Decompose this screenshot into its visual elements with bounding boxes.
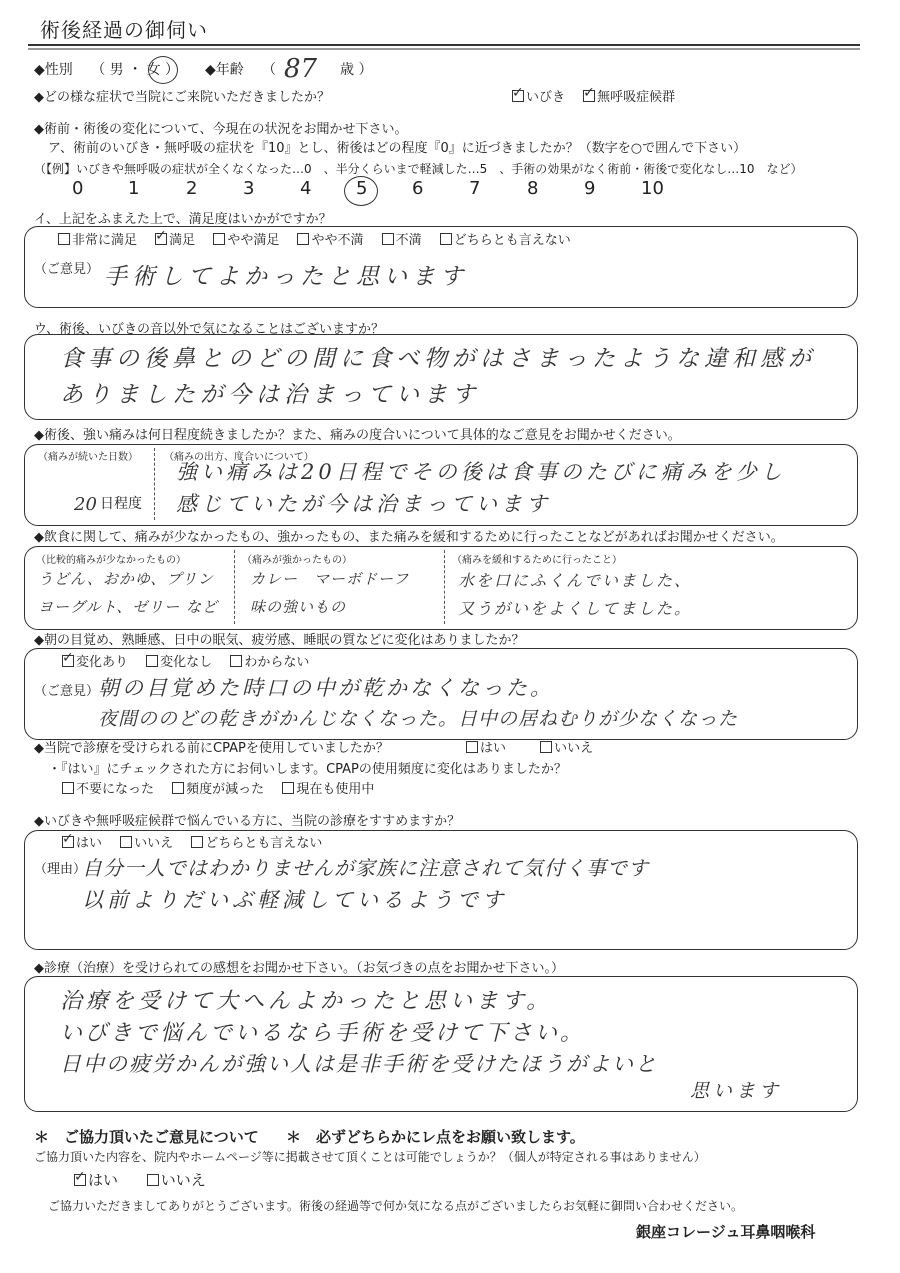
consent-thanks: ご協力いただきましてありがとうございます。術後の経過等で何か気になる点がございましたらお気軽に御問い合わせください。 xyxy=(48,1199,744,1213)
option-label: 不要になった xyxy=(76,782,155,797)
checkbox-neither[interactable] xyxy=(440,233,452,245)
option-label: はい xyxy=(88,1171,119,1189)
q-impression-text: ◆診療（治療）を受けられての感想をお聞かせ下さい。（お気づきの点をお聞かせ下さい。） xyxy=(34,961,564,976)
checkbox-cpap-no[interactable] xyxy=(540,741,552,753)
option-label: 変化あり xyxy=(76,655,129,670)
pain-days-value: 20 xyxy=(74,494,97,515)
scale-4[interactable]: 4 xyxy=(300,178,312,199)
pain-degree-label: （痛みの出方、度合いについて） xyxy=(164,452,314,463)
morning-answer-line2: 夜間ののどの乾きがかんじなくなった。日中の居ねむりが少なくなった xyxy=(98,708,739,730)
satisfaction-answer: 手術してよかったと思います xyxy=(104,264,468,290)
option-label: どちらとも言えない xyxy=(453,233,571,248)
checkbox-somewhat-satisfied[interactable] xyxy=(213,233,225,245)
q-symptom-text: ◆どの様な症状で当院にご来院いただきましたか？ xyxy=(34,90,330,105)
scale-selected-circle xyxy=(344,176,378,206)
checkbox-reduced[interactable] xyxy=(172,782,184,794)
food-divider-1 xyxy=(234,550,235,624)
other-answer-line2: ありましたが今は治まっています xyxy=(60,382,480,408)
pain-days-unit: 日程度 xyxy=(100,496,142,512)
food-col3-label: （痛みを緩和するために行ったこと） xyxy=(452,555,622,566)
option-label: やや不満 xyxy=(311,233,364,248)
q-change-example: （【例】いびきや無呼吸の症状が全くなくなった…0 、半分くらいまで軽減した…5 、手術の効果がなく術前・術後で変化なし…10 など） xyxy=(34,162,803,176)
checkbox-dissatisfied[interactable] xyxy=(382,233,394,245)
satisfaction-opinion-label: （ご意見） xyxy=(34,262,100,277)
option-label: 無呼吸症候群 xyxy=(597,90,676,105)
scale-0[interactable]: 0 xyxy=(72,178,84,199)
option-label: いいえ xyxy=(554,741,594,756)
option-label: 非常に満足 xyxy=(72,233,138,248)
scale-10[interactable]: 10 xyxy=(641,178,664,199)
other-answer-line1: 食事の後鼻とのどの間に食べ物がはさまったような違和感が xyxy=(60,346,816,372)
pain-divider xyxy=(154,448,155,520)
consent-options xyxy=(74,1172,220,1188)
recommend-answer-line1: 自分一人ではわかりませんが家族に注意されて気付く事です xyxy=(82,856,649,880)
morning-options xyxy=(62,655,323,671)
impression-answer-line3: 日中の疲労かんが強い人は是非手術を受けたほうがよいと xyxy=(60,1052,658,1076)
food-col2-line2: 味の強いもの xyxy=(250,598,347,616)
cpap-options xyxy=(466,741,607,757)
consent-heading-2: ＊ 必ずどちらかにレ点をお願い致します。 xyxy=(286,1128,585,1146)
food-col1-line1: うどん、おかゆ、プリン xyxy=(38,570,214,588)
morning-answer-line1: 朝の目覚めた時口の中が乾かなくなった。 xyxy=(98,676,554,700)
consent-question: ご協力頂いた内容を、院内やホームページ等に掲載させて頂くことは可能でしょうか？（個人が特定される事はありません） xyxy=(34,1150,706,1164)
scale-6[interactable]: 6 xyxy=(412,178,424,199)
scale-8[interactable]: 8 xyxy=(527,178,539,199)
option-label: 現在も使用中 xyxy=(296,782,375,797)
scale-9[interactable]: 9 xyxy=(584,178,596,199)
q-other-text: ウ、術後、いびきの音以外で気になることはございますか？ xyxy=(34,322,384,337)
gender-options: （ 男 ・ 女 ） xyxy=(91,62,180,78)
morning-opinion-label: （ご意見） xyxy=(34,684,100,699)
title-rule xyxy=(28,42,860,52)
q-change-sub: ア、術前のいびき・無呼吸の症状を『10』とし、術後はどの程度『0』に近づきましたか？（数字を○で囲んで下さい） xyxy=(48,141,747,156)
q-satisfaction-text: イ、上記をふまえた上で、満足度はいかがですか？ xyxy=(34,212,332,227)
option-label: いびき xyxy=(526,90,566,105)
checkbox-recommend-yes[interactable] xyxy=(62,836,74,848)
option-label: 不満 xyxy=(395,233,422,248)
option-label: わからない xyxy=(244,655,310,670)
cpap-sub-text: ・『はい』にチェックされた方にお伺いします。CPAPの使用頻度に変化はありましたか？ xyxy=(48,762,567,777)
recommend-options xyxy=(62,836,336,852)
age-value: 87 xyxy=(284,54,318,84)
satisfaction-options xyxy=(58,233,585,249)
option-label: 変化なし xyxy=(160,655,213,670)
checkbox-no-change[interactable] xyxy=(146,655,158,667)
age-label: ◆年齢 xyxy=(205,62,244,78)
checkbox-cpap-yes[interactable] xyxy=(466,741,478,753)
impression-answer-line2: いびきで悩んでいるなら手術を受けて下さい。 xyxy=(60,1021,586,1046)
option-label: やや満足 xyxy=(227,233,280,248)
option-label: はい xyxy=(480,741,507,756)
scale-1[interactable]: 1 xyxy=(128,178,140,199)
q-change-text: ◆術前・術後の変化について、今現在の状況をお聞かせ下さい。 xyxy=(34,122,408,137)
checkbox-recommend-no[interactable] xyxy=(120,836,132,848)
impression-answer-line1: 治療を受けて大へんよかったと思います。 xyxy=(60,989,553,1014)
scale-7[interactable]: 7 xyxy=(469,178,481,199)
checkbox-apnea[interactable] xyxy=(583,90,595,102)
option-label: どちらとも言えない xyxy=(205,836,323,851)
food-col2-label: （痛みが強かったもの） xyxy=(242,555,352,566)
option-label: はい xyxy=(76,836,103,851)
scale-3[interactable]: 3 xyxy=(243,178,255,199)
symptom-scale xyxy=(0,178,900,208)
q-pain-text: ◆術後、強い痛みは何日程度続きましたか？また、痛みの度合いについて具体的なご意見をお聞かせください。 xyxy=(34,428,681,443)
scale-2[interactable]: 2 xyxy=(186,178,198,199)
page-title: 術後経過の御伺い xyxy=(40,18,208,42)
pain-answer-line1: 強い痛みは20日程でその後は食事のたびに痛みを少し xyxy=(176,460,786,484)
option-label: いいえ xyxy=(134,836,174,851)
gender-label: ◆性別 xyxy=(34,62,73,78)
cpap-sub-options xyxy=(62,782,388,798)
q-symptom-options xyxy=(512,90,689,106)
checkbox-changed[interactable] xyxy=(62,655,74,667)
checkbox-consent-yes[interactable] xyxy=(74,1174,86,1186)
checkbox-not-needed[interactable] xyxy=(62,782,74,794)
q-recommend-text: ◆いびきや無呼吸症候群で悩んでいる方に、当院の診療をすすめますか？ xyxy=(34,814,461,829)
recommend-reason-label: （理由） xyxy=(34,862,87,877)
q-food-text: ◆飲食に関して、痛みが少なかったもの、強かったもの、また痛みを緩和するために行ったことなどがあればお聞かせください。 xyxy=(34,530,784,545)
checkbox-satisfied[interactable] xyxy=(155,233,167,245)
clinic-name: 銀座コレージュ耳鼻咽喉科 xyxy=(636,1223,816,1241)
food-col3-line2: 又うがいをよくしてました。 xyxy=(458,599,693,618)
checkbox-somewhat-dissatisfied[interactable] xyxy=(297,233,309,245)
impression-answer-line4: 思います xyxy=(690,1080,783,1102)
gender-selected-circle xyxy=(148,56,178,84)
age-unit: 歳 ） xyxy=(340,62,373,78)
pain-answer-line2: 感じていたが今は治まっています xyxy=(176,492,551,516)
age-open: （ xyxy=(262,62,276,78)
option-label: いいえ xyxy=(160,1171,206,1189)
checkbox-recommend-neither[interactable] xyxy=(191,836,203,848)
option-label: 頻度が減った xyxy=(186,782,265,797)
food-col1-label: （比較的痛みが少なかったもの） xyxy=(36,555,186,566)
q-morning-text: ◆朝の目覚め、熟睡感、日中の眠気、疲労感、睡眠の質などに変化はありましたか？ xyxy=(34,633,525,648)
food-col3-line1: 水を口にふくんでいました、 xyxy=(458,571,693,590)
checkbox-very-satisfied[interactable] xyxy=(58,233,70,245)
checkbox-ibiki[interactable] xyxy=(512,90,524,102)
food-divider-2 xyxy=(444,550,445,624)
food-col1-line2: ヨーグルト、ゼリー など xyxy=(38,598,218,616)
checkbox-still-using[interactable] xyxy=(282,782,294,794)
food-col2-line1: カレー マーボドーフ xyxy=(250,570,410,588)
pain-days-label: （痛みが続いた日数） xyxy=(38,452,138,463)
checkbox-dont-know[interactable] xyxy=(230,655,242,667)
recommend-answer-line2: 以前よりだいぶ軽減しているようです xyxy=(82,888,507,912)
scale-5[interactable]: 5 xyxy=(356,178,368,199)
q-cpap-text: ◆当院で診療を受けられる前にCPAPを使用していましたか？ xyxy=(34,741,389,756)
checkbox-consent-no[interactable] xyxy=(147,1174,159,1186)
option-label: 満足 xyxy=(169,233,196,248)
consent-heading-1: ＊ ご協力頂いたご意見について xyxy=(34,1128,259,1146)
